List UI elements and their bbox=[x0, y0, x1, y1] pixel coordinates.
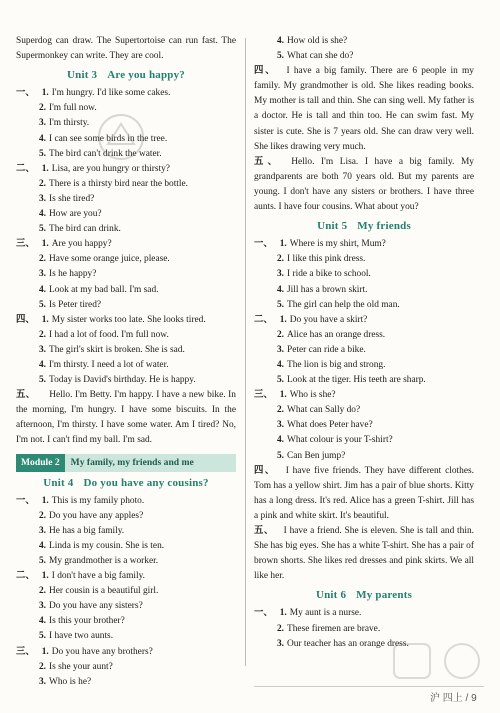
answer-line: 四、 1. My sister works too late. She looks tired. bbox=[16, 314, 206, 325]
unit5-section-5-passage: 五、 I have a friend. She is eleven. She is tall and thin. She has big eyes. She has a white T-shirt. She has a pair of brown shorts. She likes red dresses and pink skirts. We all like her. bbox=[254, 526, 474, 582]
column-divider bbox=[245, 38, 246, 666]
unit5-section-4-passage: 四、 I have five friends. They have different clothes. Tom has a yellow shirt. Jim has a pair of blue shorts. Kitty has a long dress. It's red. Alice has a green T-shirt. Jill has a pink and white skirt. It's beautiful. bbox=[254, 465, 474, 521]
page-footer bbox=[0, 683, 500, 713]
answer-line: 5. The bird can drink. bbox=[38, 224, 121, 235]
intro-text: Superdog can draw. The Supertortoise can run fast. The Supermonkey can write. They are cool. bbox=[16, 36, 236, 62]
answer-line: 2. I like this pink dress. bbox=[276, 254, 366, 265]
answer-line: 4. Jill has a brown skirt. bbox=[276, 284, 368, 295]
answer-line: 一、 1. This is my family photo. bbox=[16, 495, 145, 506]
answer-line: 2. There is a thirsty bird near the bottle. bbox=[38, 178, 189, 189]
page-label: 沪 四上 bbox=[430, 693, 463, 704]
unit6-subtitle: My parents bbox=[356, 589, 413, 602]
watermark-stamp-icon bbox=[96, 112, 146, 162]
answer-line: 一、 1. My aunt is a nurse. bbox=[254, 608, 362, 619]
answer-line: 3. Do you have any sisters? bbox=[38, 601, 143, 612]
answer-line: 2. I'm full now. bbox=[38, 103, 97, 114]
answer-line: 2. Is she your aunt? bbox=[38, 661, 113, 672]
watermark-logo-icon bbox=[392, 640, 492, 682]
unit6-heading bbox=[254, 588, 474, 603]
unit3-section-4 bbox=[16, 313, 236, 388]
module-title: My family, my friends and me bbox=[65, 454, 236, 472]
answer-line: 3. He has a big family. bbox=[38, 525, 125, 536]
unit4-section-4-passage: 四、 I have a big family. There are 6 people in my family. My grandmother is old. She likes reading books. My mother is tall and thin. She can sing well. My father is a doctor. He is tall and thin too. He can swim fast. My sister is cute. She is 7 years old. She can draw very well. She likes drawing very much. bbox=[254, 66, 474, 152]
answer-line: 5. Can Ben jump? bbox=[276, 450, 346, 461]
answer-line: 4. I'm thirsty. I need a lot of water. bbox=[38, 359, 169, 370]
answer-line: 5. Today is David's birthday. He is happy. bbox=[38, 375, 196, 386]
answer-line: 4. I can see some birds in the tree. bbox=[38, 133, 168, 144]
answer-line: 5. The bird can't drink the water. bbox=[38, 148, 162, 159]
answer-line: 5. I have two aunts. bbox=[38, 631, 114, 642]
unit3-section-2 bbox=[16, 162, 236, 237]
unit5-heading bbox=[254, 219, 474, 234]
unit4-subtitle: Do you have any cousins? bbox=[83, 476, 209, 489]
unit4-section-1 bbox=[16, 494, 236, 569]
answer-line: 4. How old is she? bbox=[276, 36, 348, 46]
unit5-section-3 bbox=[254, 388, 474, 463]
unit3-section-5-passage: 五、 Hello. I'm Betty. I'm happy. I have a new bike. In the morning, I'm hungry. I have some biscuits. In the afternoon, I'm thirsty. I have some water. Am I tired? No, I'm not. I can't find my ball. I'm sad. bbox=[16, 390, 236, 446]
answer-line: 2. Her cousin is a beautiful girl. bbox=[38, 586, 159, 597]
answer-line: 3. Peter can ride a bike. bbox=[276, 344, 366, 355]
answer-line: 3. I ride a bike to school. bbox=[276, 269, 371, 280]
answer-line: 4. The lion is big and strong. bbox=[276, 359, 386, 370]
unit4-section-5-passage: 五、 Hello. I'm Lisa. I have a big family. My grandparents are both 70 years old. But my parents are young. I don't have any sisters or brothers. I have three aunts. I have four cousins. What about you? bbox=[254, 156, 474, 213]
answer-line: 二、 1. I don't have a big family. bbox=[16, 571, 146, 582]
unit3-heading bbox=[16, 68, 236, 83]
answer-line: 3. Is he happy? bbox=[38, 269, 97, 280]
answer-line: 4. Look at my bad ball. I'm sad. bbox=[38, 284, 159, 295]
unit3-subtitle: Are you happy? bbox=[107, 69, 185, 82]
answer-line: 三、 1. Are you happy? bbox=[16, 239, 112, 250]
unit6-title: Unit 6 bbox=[315, 589, 347, 602]
answer-line: 三、 1. Do you have any brothers? bbox=[16, 646, 153, 657]
answer-line: 3. Who is he? bbox=[38, 676, 92, 687]
right-column bbox=[254, 34, 474, 652]
answer-line: 3. Is she tired? bbox=[38, 193, 95, 204]
answer-line: 5. Look at the tiger. His teeth are sharp. bbox=[276, 375, 426, 386]
unit4-section-2 bbox=[16, 569, 236, 644]
answer-line: 3. The girl's skirt is broken. She is sad. bbox=[38, 344, 185, 355]
answer-line: 4. Linda is my cousin. She is ten. bbox=[38, 540, 165, 551]
unit5-section-2 bbox=[254, 313, 474, 388]
answer-line: 5. My grandmother is a worker. bbox=[38, 556, 159, 566]
answer-line: 二、 1. Lisa, are you hungry or thirsty? bbox=[16, 163, 170, 174]
module2-banner bbox=[16, 454, 236, 472]
answer-line: 2. What can Sally do? bbox=[276, 405, 361, 416]
footer-rule bbox=[254, 686, 484, 687]
unit5-title: Unit 5 bbox=[317, 220, 348, 233]
page-number: 沪 四上 / 9 bbox=[430, 693, 477, 704]
answer-line: 2. Do you have any apples? bbox=[38, 510, 144, 521]
unit3-title: Unit 3 bbox=[66, 69, 98, 82]
unit3-section-3 bbox=[16, 237, 236, 312]
answer-line: 2. Alice has an orange dress. bbox=[276, 329, 386, 340]
answer-line: 4. How are you? bbox=[38, 209, 102, 220]
unit4-heading bbox=[16, 476, 236, 491]
answer-line: 2. I had a lot of food. I'm full now. bbox=[38, 329, 169, 340]
answer-line: 4. Is this your brother? bbox=[38, 616, 125, 627]
answer-line: 4. What colour is your T-shirt? bbox=[276, 435, 393, 446]
answer-line: 二、 1. Do you have a skirt? bbox=[254, 314, 368, 325]
answer-line: 5. What can she do? bbox=[276, 51, 354, 62]
answer-line: 2. These firemen are brave. bbox=[276, 623, 381, 634]
unit5-subtitle: My friends bbox=[357, 220, 411, 233]
answer-line: 3. Our teacher has an orange dress. bbox=[276, 638, 409, 649]
answer-line: 一、 1. Where is my shirt, Mum? bbox=[254, 239, 386, 250]
unit5-section-1 bbox=[254, 237, 474, 312]
unit4-title: Unit 4 bbox=[43, 476, 74, 489]
answer-line: 3. I'm thirsty. bbox=[38, 118, 90, 129]
answer-line: 三、 1. Who is she? bbox=[254, 390, 336, 401]
answer-line: 一、 1. I'm hungry. I'd like some cakes. bbox=[16, 88, 171, 99]
module-label: Module 2 bbox=[16, 454, 65, 472]
answer-line: 5. Is Peter tired? bbox=[38, 299, 102, 310]
answer-line: 2. Have some orange juice, please. bbox=[38, 254, 170, 265]
answer-line: 3. What does Peter have? bbox=[276, 420, 373, 431]
unit4-section-3-continued bbox=[254, 34, 474, 64]
answer-line: 5. The girl can help the old man. bbox=[276, 299, 400, 310]
